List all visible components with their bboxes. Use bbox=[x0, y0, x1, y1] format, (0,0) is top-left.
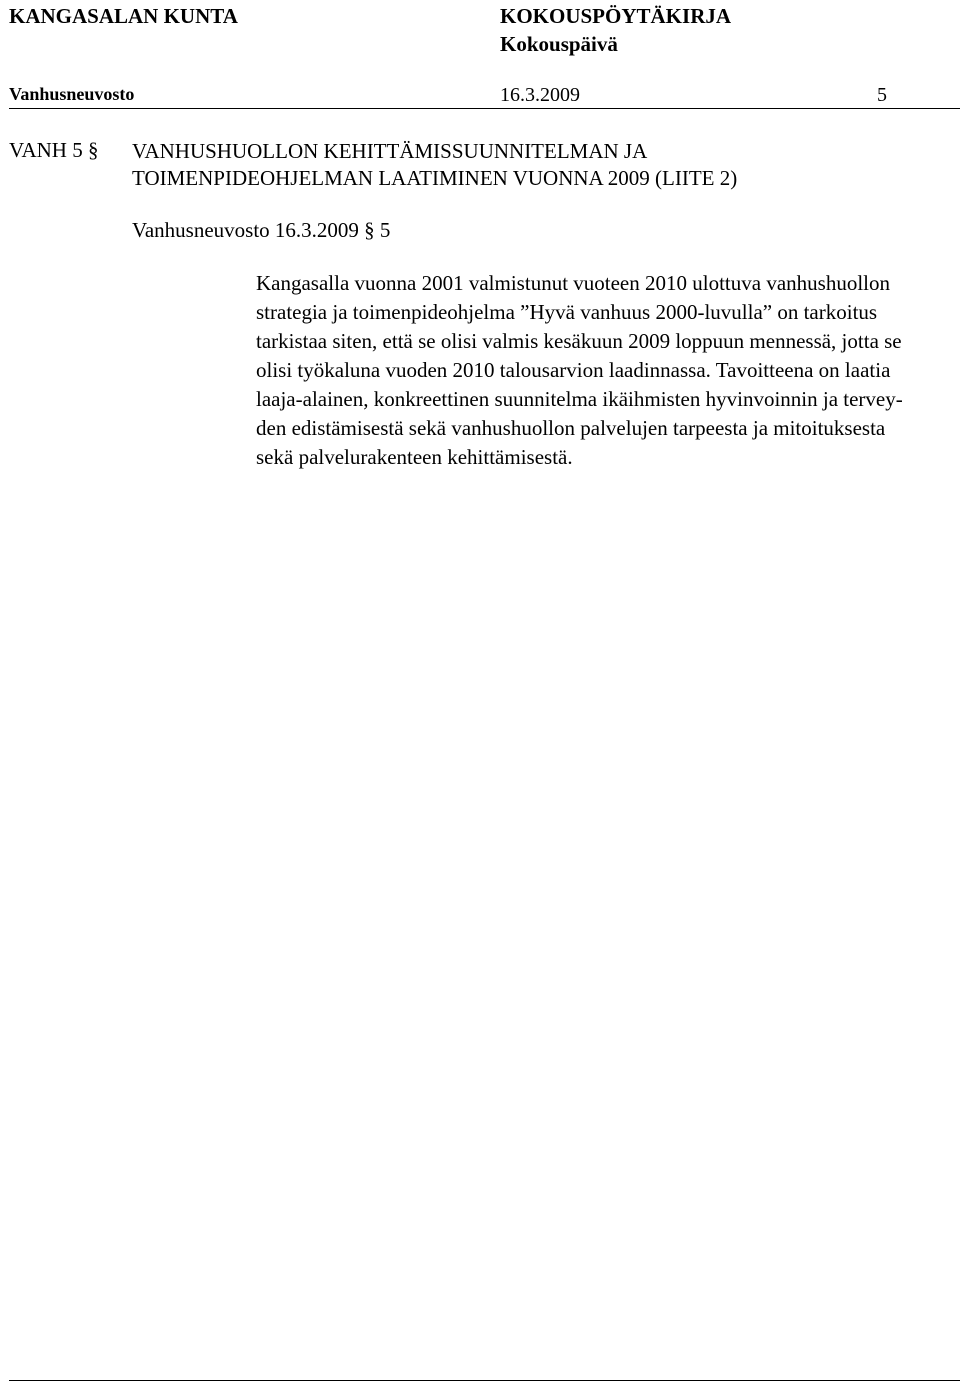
page-number: 5 bbox=[877, 84, 887, 106]
document-subtype: Kokouspäivä bbox=[500, 32, 618, 56]
body-line: sekä palvelurakenteen kehittämisestä. bbox=[256, 445, 573, 469]
body-line: tarkistaa siten, että se olisi valmis kesäkuun 2009 loppuun mennessä, jotta se bbox=[256, 329, 902, 353]
section-title bbox=[132, 138, 737, 192]
section-title-line: TOIMENPIDEOHJELMAN LAATIMINEN VUONNA 2009 (LIITE 2) bbox=[132, 166, 738, 190]
section-body bbox=[256, 269, 956, 472]
meeting-date: 16.3.2009 bbox=[500, 84, 580, 106]
body-line: Kangasalla vuonna 2001 valmistunut vuoteen 2010 ulottuva vanhushuollon bbox=[256, 271, 890, 295]
section-title-line: VANHUSHUOLLON KEHITTÄMISSUUNNITELMAN JA bbox=[132, 139, 648, 163]
header-divider bbox=[9, 108, 960, 109]
body-line: laaja-alainen, konkreettinen suunnitelma ikäihmisten hyvinvoinnin ja tervey- bbox=[256, 387, 903, 411]
municipality-name: KANGASALAN KUNTA bbox=[9, 4, 238, 28]
section-meta: Vanhusneuvosto 16.3.2009 § 5 bbox=[132, 218, 391, 242]
section-number: VANH 5 § bbox=[9, 138, 99, 162]
body-line: olisi työkaluna vuoden 2010 talousarvion laadinnassa. Tavoitteena on laatia bbox=[256, 358, 891, 382]
organ-name: Vanhusneuvosto bbox=[9, 84, 135, 104]
body-line: strategia ja toimenpideohjelma ”Hyvä vanhuus 2000-luvulla” on tarkoitus bbox=[256, 300, 878, 324]
document-type: KOKOUSPÖYTÄKIRJA bbox=[500, 4, 732, 28]
body-line: den edistämisestä sekä vanhushuollon palvelujen tarpeesta ja mitoituksesta bbox=[256, 416, 886, 440]
footer-divider bbox=[9, 1380, 960, 1381]
